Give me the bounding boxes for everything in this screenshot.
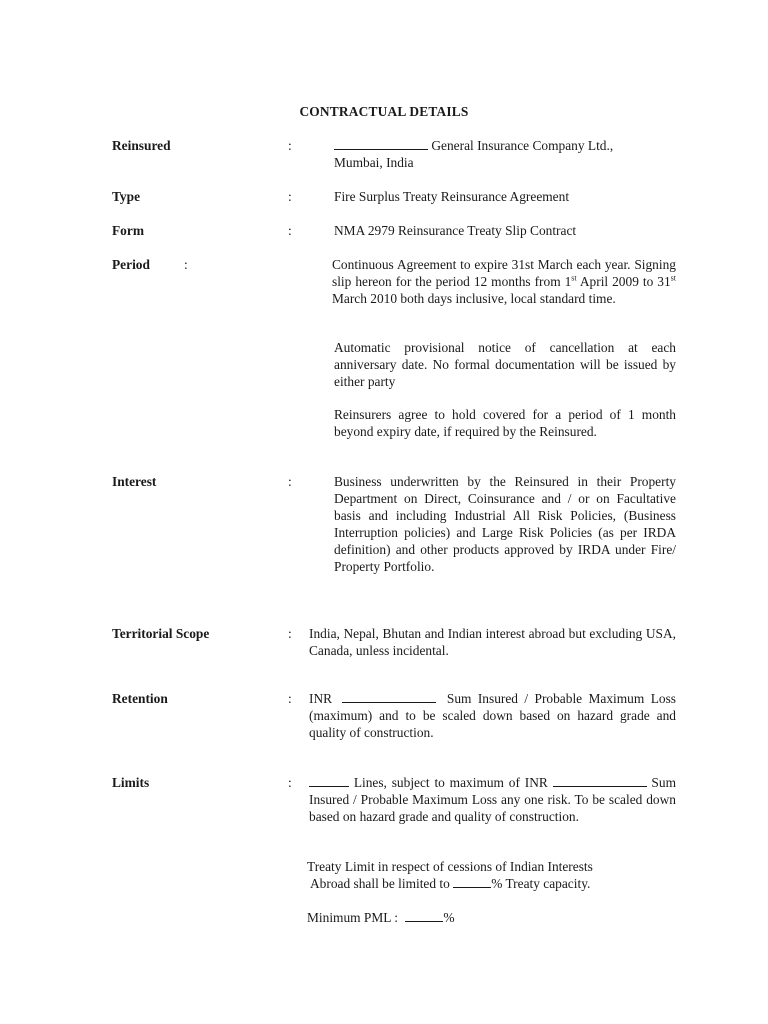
retention-value (309, 690, 676, 741)
form-value: NMA 2979 Reinsurance Treaty Slip Contract (334, 223, 577, 238)
period-text-a: Continuous Agreement to expire 31st March each year. Signing slip hereon for the period 12 months from 1 (332, 257, 676, 289)
interest-value: Business underwritten by the Reinsured in their Property Department on Direct, Coinsurance and / or on Facultative basis and including Industrial All Risk Policies, (Business Interruption policies) and Large Risk Policies (as per IRDA definition) and other products approved by IRDA under Fire/ Property Portfolio. (334, 474, 676, 574)
territorial-scope-value: India, Nepal, Bhutan and Indian interest abroad but excluding USA, Canada, unless incidental. (309, 626, 676, 658)
limits-paragraph-2b (310, 875, 676, 892)
limits-treaty-text-a: Treaty Limit in respect of cessions of Indian Interests (307, 859, 593, 874)
form-colon: : (288, 223, 292, 238)
limits-inr-blank (553, 774, 647, 787)
period-colon: : (184, 257, 188, 272)
reinsured-blank (334, 137, 428, 150)
reinsured-label: Reinsured (112, 138, 171, 153)
period-text-b: April 2009 to 31 (576, 274, 671, 289)
limits-paragraph-2 (307, 858, 676, 875)
period-text-c: March 2010 both days inclusive, local standard time. (332, 291, 616, 306)
period-sup-2: st (670, 273, 676, 283)
period-sup-1: st (571, 273, 577, 283)
limits-treaty-text-c: % Treaty capacity. (491, 876, 591, 891)
retention-text: Sum Insured / Probable Maximum Loss (maximum) and to be scaled down based on hazard grade and quality of construction. (309, 691, 676, 740)
reinsured-location: Mumbai, India (334, 155, 414, 170)
minimum-pml-blank (405, 909, 443, 922)
type-value: Fire Surplus Treaty Reinsurance Agreement (334, 189, 570, 204)
retention-blank (342, 690, 436, 703)
period-paragraph-3: Reinsurers agree to hold covered for a period of 1 month beyond expiry date, if required by the Reinsured. (334, 407, 676, 439)
form-label: Form (112, 223, 144, 238)
limits-text-b: Sum Insured / Probable Maximum Loss any one risk. To be scaled down based on hazard grade and quality of construction. (309, 775, 676, 824)
limits-text-a: Lines, subject to maximum of INR (353, 775, 548, 790)
period-paragraph-1 (332, 256, 676, 307)
period-paragraph-2: Automatic provisional notice of cancellation at each anniversary date. No formal documentation will be issued by either party (334, 340, 676, 389)
reinsured-colon: : (288, 138, 292, 153)
limits-treaty-text-b: Abroad shall be limited to (310, 876, 450, 891)
territorial-scope-label: Territorial Scope (112, 626, 210, 641)
territorial-scope-colon: : (288, 626, 292, 641)
type-label: Type (112, 189, 141, 204)
limits-label: Limits (112, 775, 150, 790)
interest-label: Interest (112, 474, 157, 489)
retention-label: Retention (112, 691, 168, 706)
page-title: CONTRACTUAL DETAILS (299, 104, 469, 119)
interest-colon: : (288, 474, 292, 489)
reinsured-company: General Insurance Company Ltd., (431, 138, 614, 153)
limits-colon: : (288, 775, 292, 790)
limits-paragraph-1 (309, 774, 676, 825)
limits-paragraph-3 (307, 909, 676, 926)
retention-colon: : (288, 691, 292, 706)
minimum-pml-label: Minimum PML : (307, 910, 399, 925)
reinsured-value (334, 137, 676, 171)
minimum-pml-percent: % (443, 910, 455, 925)
retention-currency: INR (309, 691, 333, 706)
period-label: Period (112, 257, 150, 272)
type-colon: : (288, 189, 292, 204)
limits-treaty-blank (453, 875, 491, 888)
limits-lines-blank (309, 774, 349, 787)
